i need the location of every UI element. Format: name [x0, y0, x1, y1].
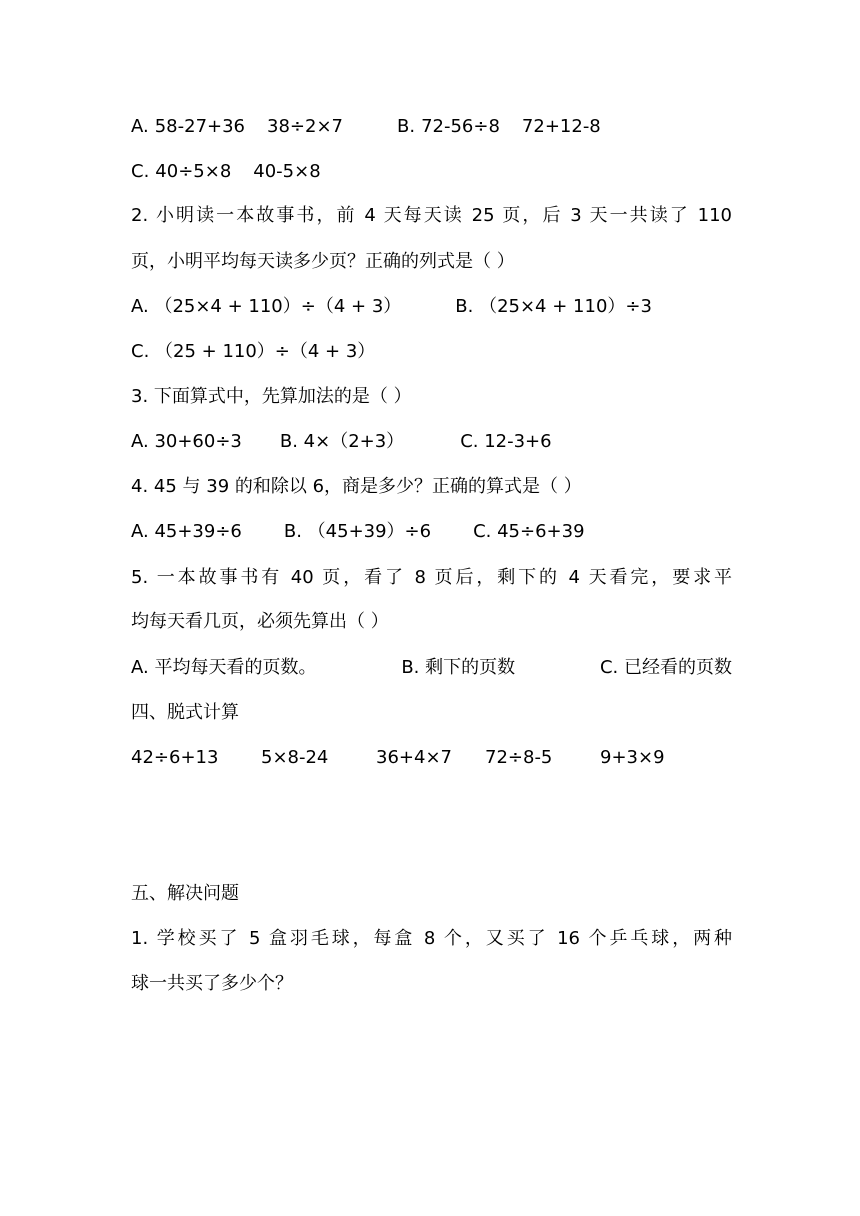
section5-title: 五、解决问题: [131, 883, 239, 904]
calc-expr-1: 42÷6+13: [131, 747, 219, 768]
calc-expr-3: 36+4×7: [376, 747, 452, 768]
q2-option-b: B. （25×4 + 110）÷3: [455, 296, 652, 317]
q2-question-line2: 页，小明平均每天读多少页？正确的列式是（ ）: [131, 251, 515, 272]
q1-option-c-label: C.: [131, 161, 150, 182]
q1-options-c: [131, 160, 732, 184]
section4-title: 四、脱式计算: [131, 702, 239, 723]
q5-option-a: A. 平均每天看的页数。: [131, 657, 317, 678]
q5-option-b: B. 剩下的页数: [401, 657, 516, 678]
q1-option-b-label: B.: [397, 116, 416, 137]
q4-options: [131, 520, 732, 544]
q1-option-a-label: A.: [131, 116, 149, 137]
section5-problem1-line2: 球一共买了多少个？: [131, 973, 293, 994]
q1-option-b-expr1: 72-56÷8: [421, 116, 500, 137]
q4-option-b: B. （45+39）÷6: [283, 521, 432, 542]
q4-option-c: C. 45÷6+39: [473, 521, 585, 542]
q1-options-ab: [131, 115, 732, 139]
q2-option-c: C. （25 + 110）÷（4 + 3）: [131, 341, 376, 362]
q3-question: 3. 下面算式中，先算加法的是（ ）: [131, 386, 412, 407]
q3-options: [131, 430, 732, 454]
q5-options: [131, 656, 732, 680]
q4-question: 4. 45 与 39 的和除以 6，商是多少？正确的算式是（ ）: [131, 476, 582, 497]
q1-option-a-expr1: 58-27+36: [154, 116, 246, 137]
section4-expressions: [131, 746, 732, 770]
q2-option-a: A. （25×4 + 110）÷（4 + 3）: [131, 296, 402, 317]
q5-question-line2: 均每天看几页，必须先算出（ ）: [131, 611, 389, 632]
q3-option-b: B. 4×（2+3）: [279, 431, 405, 452]
q1-option-c-expr2: 40-5×8: [253, 161, 321, 182]
q1-option-a-expr2: 38÷2×7: [267, 116, 343, 137]
q3-option-c: C. 12-3+6: [460, 431, 552, 452]
calc-expr-5: 9+3×9: [600, 747, 665, 768]
section5-problem1-line1: 1. 学校买了 5 盒羽毛球，每盒 8 个，又买了 16 个乒乓球，两种: [131, 928, 732, 949]
q1-option-c-expr1: 40÷5×8: [155, 161, 232, 182]
q5-option-c: C. 已经看的页数: [599, 657, 732, 678]
calc-expr-4: 72÷8-5: [485, 747, 553, 768]
calc-expr-2: 5×8-24: [261, 747, 329, 768]
q4-option-a: A. 45+39÷6: [131, 521, 242, 542]
q2-question-line1: 2. 小明读一本故事书，前 4 天每天读 25 页，后 3 天一共读了 110: [131, 205, 732, 226]
q3-option-a: A. 30+60÷3: [131, 431, 242, 452]
q5-question-line1: 5. 一本故事书有 40 页，看了 8 页后，剩下的 4 天看完，要求平: [131, 567, 732, 588]
q2-options-ab: [131, 295, 732, 319]
q1-option-b-expr2: 72+12-8: [521, 116, 601, 137]
